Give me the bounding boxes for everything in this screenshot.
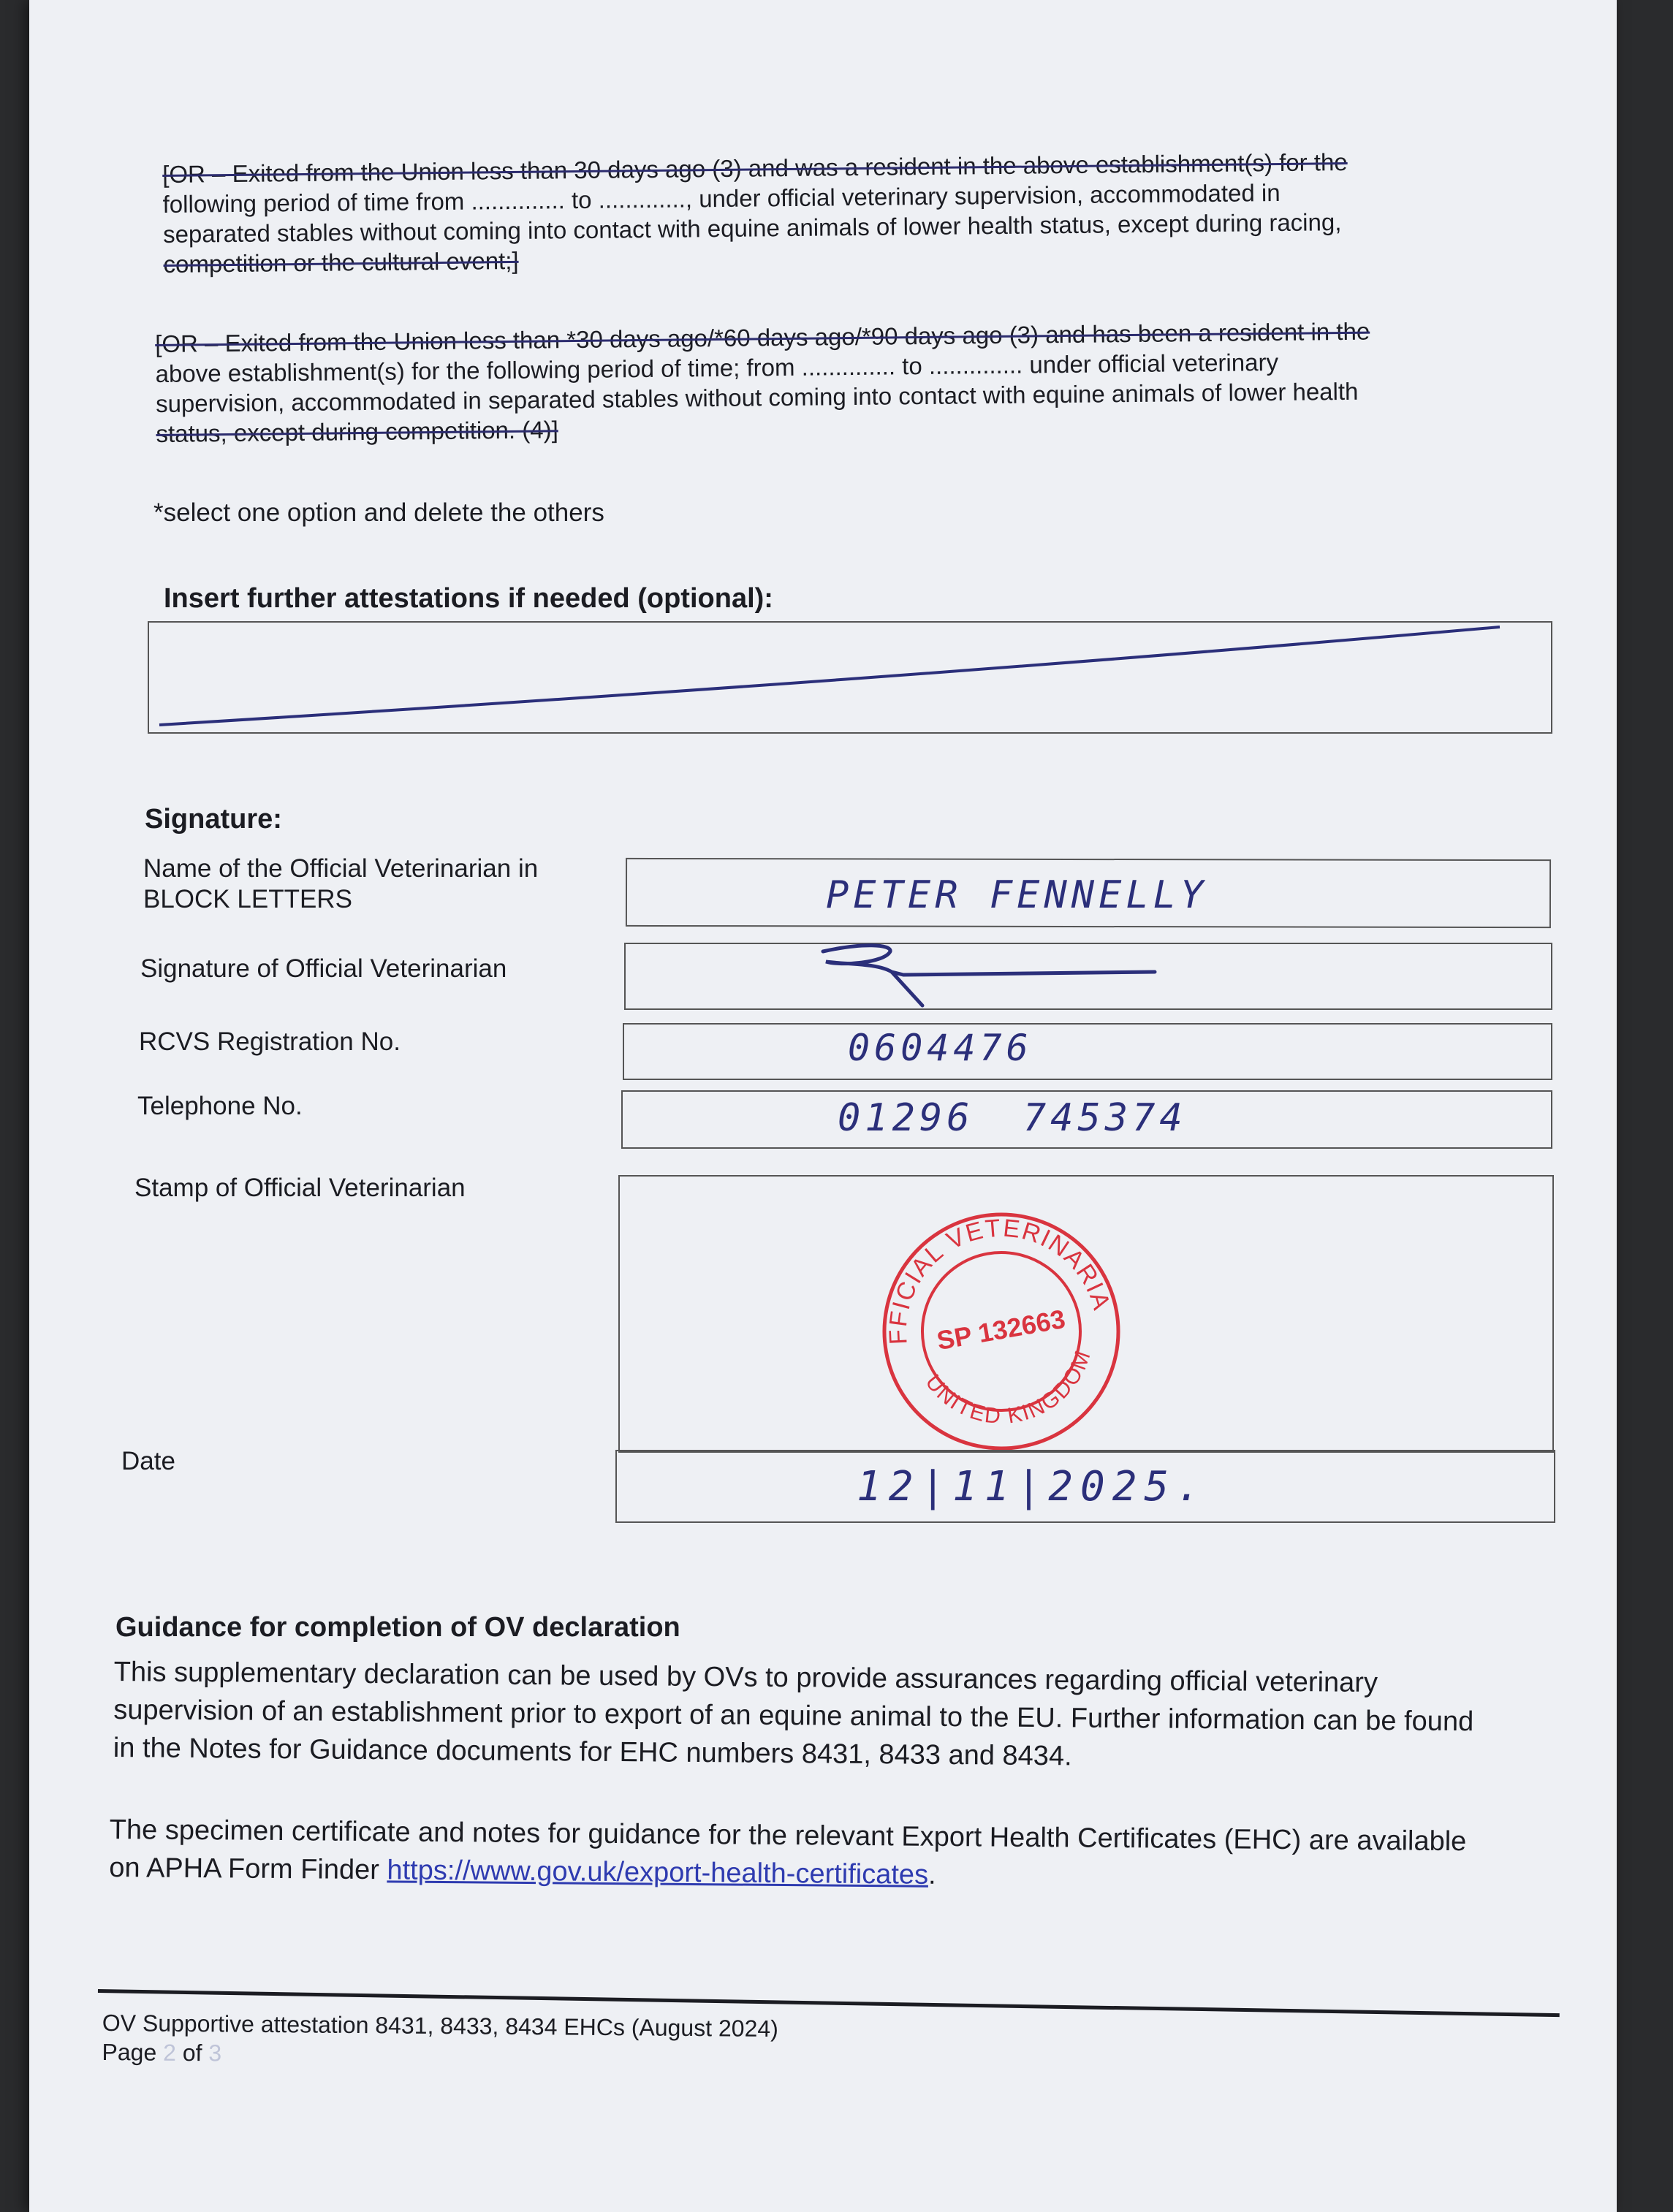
stamp-label: Stamp of Official Veterinarian [134, 1174, 466, 1202]
telephone-label: Telephone No. [137, 1092, 303, 1120]
option2-line-1: [OR – Exited from the Union less than *30 days ago/*60 days ago/*90 days ago (3) and has been a resident in the [155, 317, 1370, 357]
footer [102, 2008, 778, 2072]
guidance-paragraph-2 [109, 1811, 1466, 1899]
option2-line-3: supervision, accommodated in separated stables without coming into contact with equine animals of lower health [155, 377, 1359, 417]
select-note: *select one option and delete the others [153, 498, 604, 527]
option2-line-2: above establishment(s) for the following period of time; from .............. to .............. under official veterinary [155, 348, 1279, 387]
rcvs-label: RCVS Registration No. [139, 1027, 401, 1056]
page-prefix: Page [102, 2038, 164, 2066]
further-attestations-heading: Insert further attestations if needed (optional): [164, 583, 773, 614]
option2-line-4: status, except during competition. (4)] [156, 416, 558, 447]
date-label: Date [121, 1447, 175, 1475]
guidance-p2-line-1: The specimen certificate and notes for guidance for the relevant Export Health Certificates (EHC) are available [109, 1814, 1467, 1858]
stamp-center-text: SP 132663 [934, 1303, 1068, 1356]
stamp-top-text: OFFICIAL VETERINARIAN [884, 1214, 1116, 1345]
page-current: 2 [162, 2039, 177, 2066]
document-page [29, 0, 1617, 2212]
option1-line-2: following period of time from .............. to ............., under official veterinary supervision, accommodated in [162, 178, 1281, 218]
guidance-p1-line-3: in the Notes for Guidance documents for EHC numbers 8431, 8433 and 8434. [113, 1732, 1072, 1772]
footer-page [102, 2037, 778, 2072]
svg-text:UNITED KINGDOM [919, 1343, 1106, 1443]
guidance-p2-suffix: . [927, 1859, 936, 1890]
name-label-line2: BLOCK LETTERS [143, 885, 352, 913]
guidance-heading: Guidance for completion of OV declaration [115, 1612, 680, 1643]
telephone-value: 01296 745374 [838, 1096, 1187, 1140]
option1-line-1: [OR – Exited from the Union less than 30 days ago (3) and was a resident in the above establishment(s) for the [162, 148, 1348, 188]
guidance-p1-line-2: supervision of an establishment prior to export of an equine animal to the EU. Further information can be found [113, 1694, 1474, 1738]
guidance-p2-prefix: on APHA Form Finder [109, 1852, 387, 1886]
rcvs-field[interactable] [623, 1023, 1552, 1080]
name-value: PETER FENNELLY [826, 873, 1208, 917]
footer-title: OV Supportive attestation 8431, 8433, 8434 EHCs (August 2024) [102, 2010, 778, 2042]
guidance-p1-line-1: This supplementary declaration can be used by OVs to provide assurances regarding official veterinary [113, 1656, 1378, 1699]
signature-label: Signature of Official Veterinarian [140, 954, 507, 983]
signature-heading: Signature: [145, 804, 282, 835]
official-stamp [862, 1193, 1140, 1470]
page-total: 3 [208, 2040, 222, 2067]
name-label-line1: Name of the Official Veterinarian in [143, 854, 539, 883]
stamp-bottom-text: UNITED KINGDOM [920, 1346, 1096, 1429]
ehc-link[interactable]: https://www.gov.uk/export-health-certificates [387, 1855, 929, 1890]
guidance-paragraph-1 [113, 1653, 1474, 1779]
rcvs-value: 0604476 [848, 1027, 1033, 1069]
date-value: 12|11|2025. [857, 1463, 1208, 1510]
option1-line-3: separated stables without coming into contact with equine animals of lower health status, except during racing, [162, 208, 1342, 248]
option1-line-4: competition or the cultural event;] [163, 246, 519, 278]
page-of: of [175, 2039, 209, 2067]
